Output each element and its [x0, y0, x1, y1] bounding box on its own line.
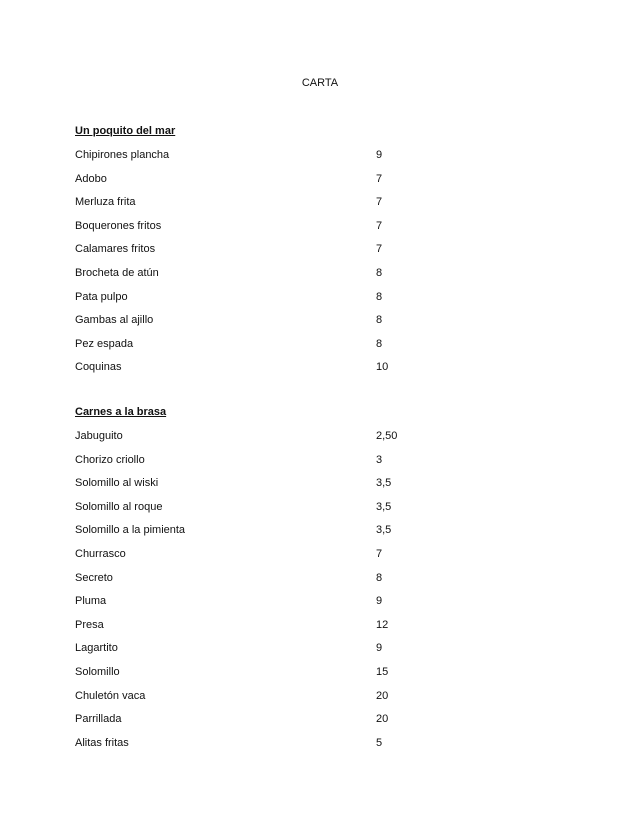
menu-item	[75, 195, 555, 219]
dish-price: 7	[376, 547, 383, 560]
menu-item	[75, 618, 555, 642]
menu-item	[75, 429, 555, 453]
dish-price: 12	[376, 618, 389, 631]
dish-price: 9	[376, 642, 383, 655]
menu-item	[75, 712, 555, 736]
dish-name: Calamares fritos	[75, 243, 156, 256]
dish-price: 9	[376, 149, 383, 161]
menu-item	[75, 242, 555, 266]
menu-item	[75, 665, 555, 689]
dish-name: Jabuguito	[75, 430, 123, 442]
menu-item	[75, 360, 555, 384]
dish-name: Secreto	[75, 571, 113, 584]
menu-item	[75, 337, 555, 361]
menu-item	[75, 523, 555, 547]
dish-name: Pata pulpo	[75, 290, 128, 303]
dish-price: 8	[376, 571, 383, 584]
menu-item	[75, 571, 555, 595]
menu-item	[75, 290, 555, 314]
dish-name: Chipirones plancha	[75, 149, 170, 161]
dish-price: 3	[376, 453, 383, 466]
menu-item	[75, 594, 555, 618]
dish-price: 8	[376, 290, 383, 303]
dish-price: 8	[376, 314, 383, 327]
dish-name: Gambas al ajillo	[75, 314, 154, 327]
dish-price: 3,5	[376, 477, 392, 490]
dish-name: Brocheta de atún	[75, 266, 159, 279]
dish-name: Chorizo criollo	[75, 453, 145, 466]
menu-item	[75, 641, 555, 665]
dish-price: 20	[376, 689, 389, 702]
menu-list	[75, 429, 555, 759]
dish-name: Alitas fritas	[75, 736, 129, 749]
dish-name: Parrillada	[75, 713, 122, 726]
dish-name: Adobo	[75, 172, 107, 185]
dish-price: 20	[376, 713, 389, 726]
dish-price: 10	[376, 361, 389, 374]
document-title: CARTA	[301, 77, 339, 89]
menu-item	[75, 172, 555, 196]
menu-item	[75, 736, 555, 760]
dish-price: 3,5	[376, 500, 392, 513]
dish-price: 8	[376, 266, 383, 279]
dish-name: Solomillo	[75, 665, 120, 678]
menu-item	[75, 476, 555, 500]
section-heading: Carnes a la brasa	[75, 406, 167, 418]
dish-name: Pez espada	[75, 337, 134, 350]
dish-name: Merluza frita	[75, 196, 136, 209]
menu-item	[75, 219, 555, 243]
dish-price: 7	[376, 196, 383, 209]
dish-name: Pluma	[75, 595, 107, 608]
dish-name: Coquinas	[75, 361, 122, 374]
dish-price: 3,5	[376, 524, 392, 537]
dish-price: 7	[376, 243, 383, 256]
dish-name: Boquerones fritos	[75, 219, 162, 232]
dish-name: Chuletón vaca	[75, 689, 146, 702]
menu-list	[75, 148, 555, 384]
menu-item	[75, 500, 555, 524]
menu-item	[75, 148, 555, 172]
menu-item	[75, 453, 555, 477]
dish-name: Lagartito	[75, 642, 118, 655]
menu-item	[75, 313, 555, 337]
dish-name: Presa	[75, 618, 104, 631]
section-grilled-meats	[75, 405, 555, 759]
menu-item	[75, 266, 555, 290]
section-seafood	[75, 124, 555, 384]
dish-name: Churrasco	[75, 547, 126, 560]
menu-item	[75, 689, 555, 713]
dish-price: 2,50	[376, 430, 398, 442]
dish-price: 7	[376, 172, 383, 185]
dish-price: 8	[376, 337, 383, 350]
section-heading: Un poquito del mar	[75, 125, 176, 137]
dish-name: Solomillo al roque	[75, 500, 163, 513]
menu-item	[75, 547, 555, 571]
dish-price: 7	[376, 219, 383, 232]
dish-price: 5	[376, 736, 383, 749]
dish-price: 15	[376, 665, 389, 678]
dish-price: 9	[376, 595, 383, 608]
dish-name: Solomillo al wiski	[75, 477, 159, 490]
dish-name: Solomillo a la pimienta	[75, 524, 186, 537]
